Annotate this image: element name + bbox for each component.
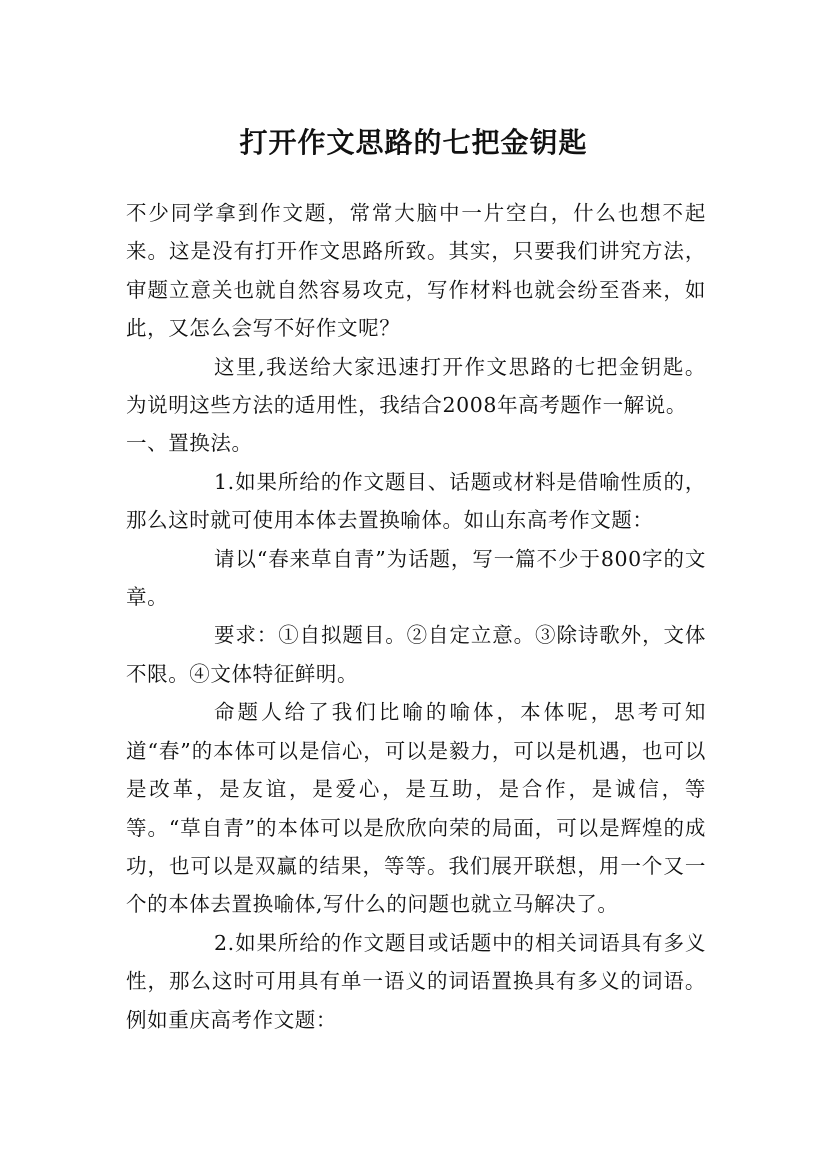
section-heading-replacement: 一、置换法。 xyxy=(126,431,253,456)
paragraph-analysis: 命题人给了我们比喻的喻体，本体呢，思考可知道“春”的本体可以是信心，可以是毅力，可以是机遇，也可以是改革，是友谊，是爱心，是互助，是合作，是诚信，等等。“草自青”的本体可以是欣欣向荣的局面，可以是辉煌的成功，也可以是双赢的结果，等等。我们展开联想，用一个又一个的本体去置换喻体,写什么的问题也就立马解决了。 xyxy=(126,700,706,917)
paragraph-intro: 不少同学拿到作文题，常常大脑中一片空白，什么也想不起来。这是没有打开作文思路所致。其实，只要我们讲究方法，审题立意关也就自然容易攻克，写作材料也就会纷至沓来，如此，又怎么会写不好作文呢？ xyxy=(126,201,706,341)
paragraph-explanation: 这里,我送给大家迅速打开作文思路的七把金钥匙。为说明这些方法的适用性，我结合2008年高考题作一解说。 xyxy=(126,354,706,418)
paragraph-point-1: 1.如果所给的作文题目、话题或材料是借喻性质的，那么这时就可使用本体去置换喻体。如山东高考作文题： xyxy=(126,469,706,533)
paragraph-point-2: 2.如果所给的作文题目或话题中的相关词语具有多义性，那么这时可用具有单一语义的词语置换具有多义的词语。例如重庆高考作文题： xyxy=(126,930,706,1032)
document-title: 打开作文思路的七把金钥匙 xyxy=(239,125,588,159)
document-body xyxy=(126,194,706,1039)
paragraph-requirements: 要求：①自拟题目。②自定立意。③除诗歌外，文体不限。④文体特征鲜明。 xyxy=(126,623,706,686)
paragraph-prompt: 请以“春来草自青”为话题，写一篇不少于800字的文章。 xyxy=(126,546,706,610)
